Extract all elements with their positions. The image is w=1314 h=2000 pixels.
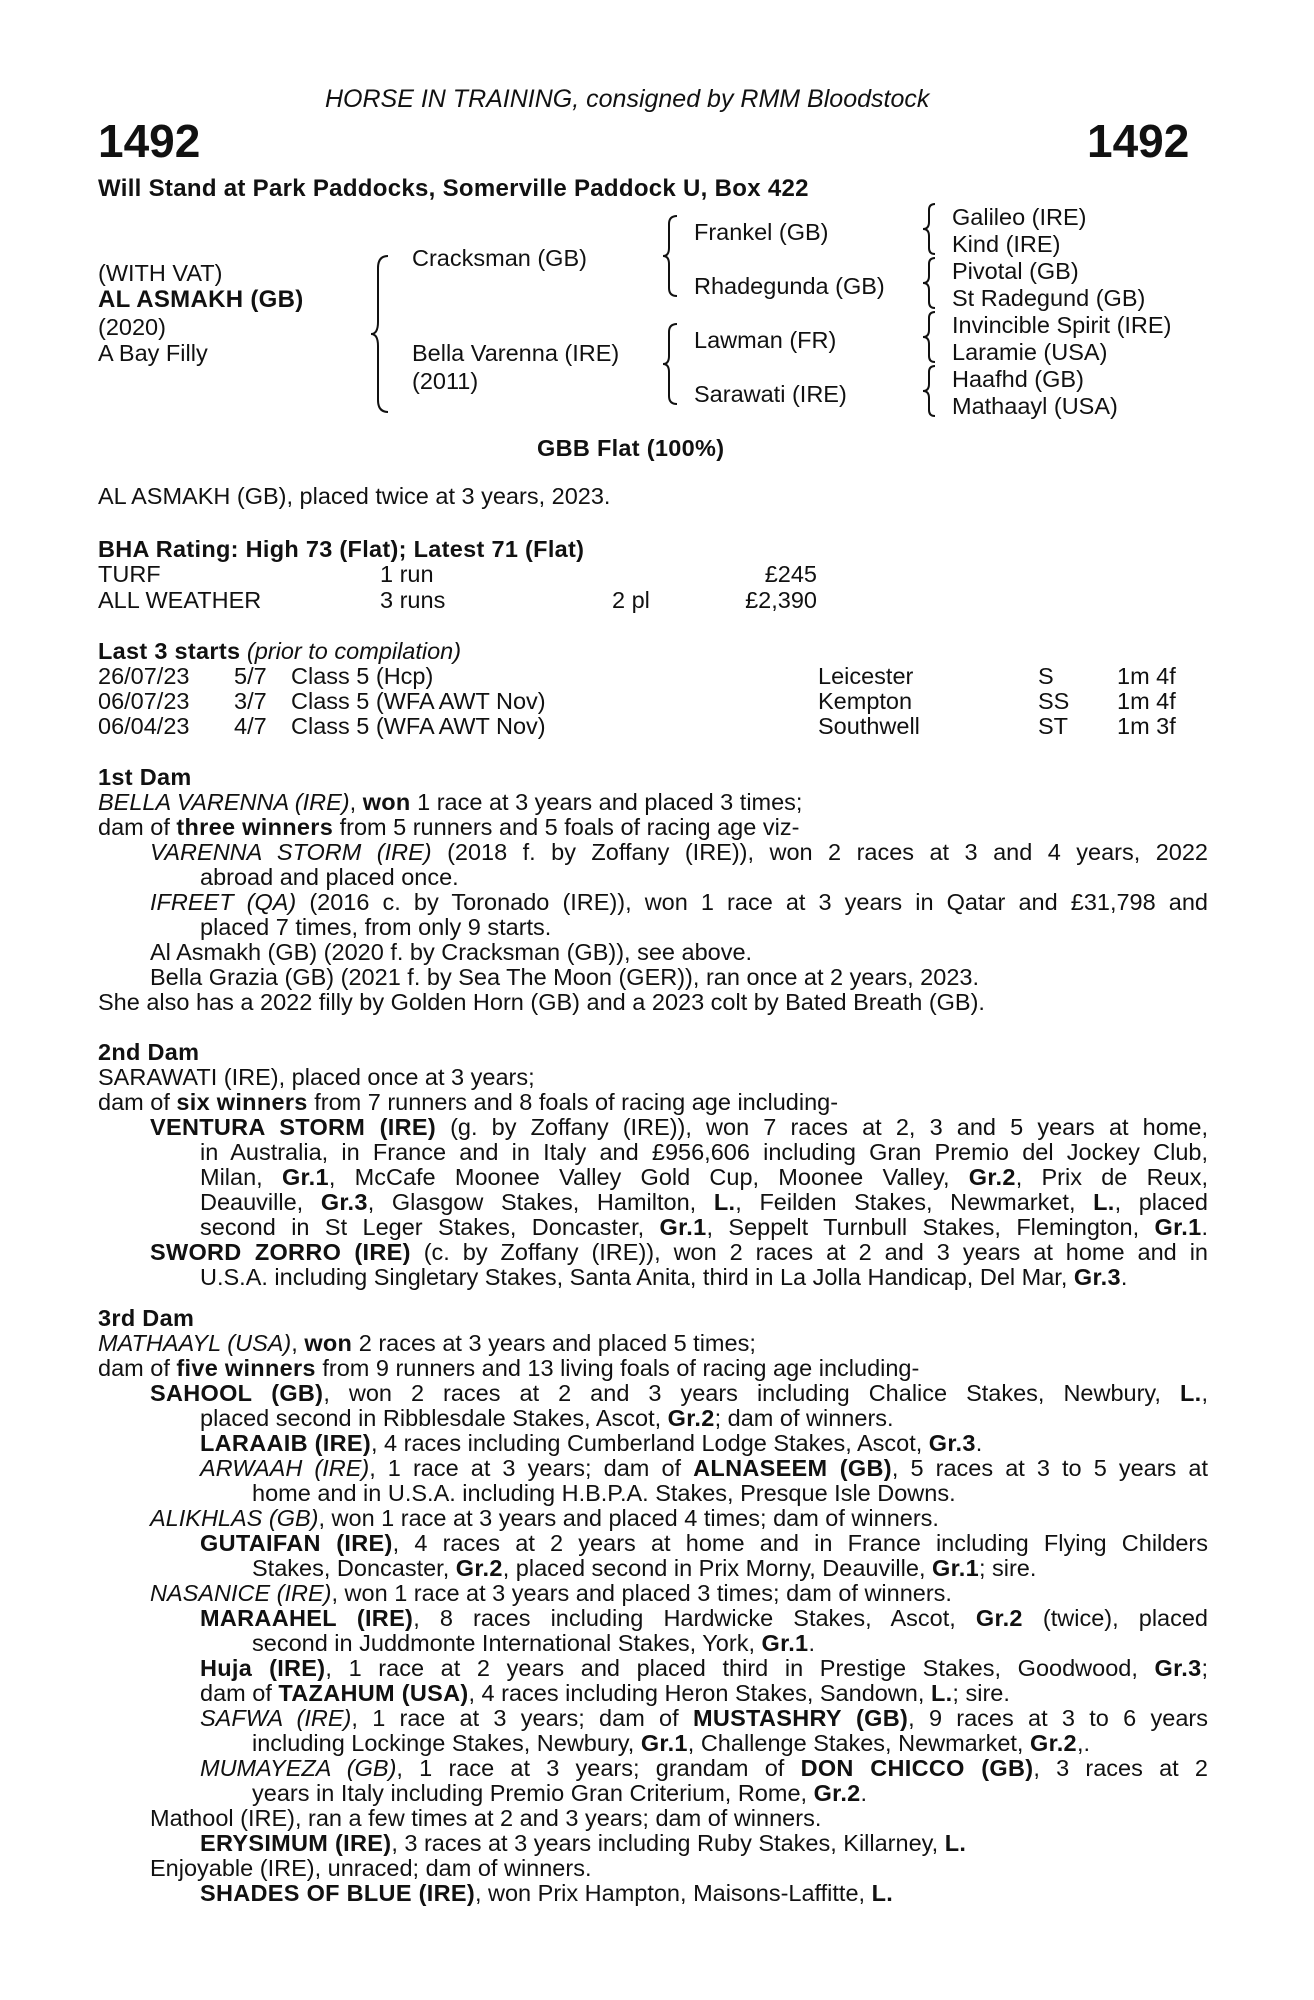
pedigree-brace-gen1	[370, 254, 392, 414]
second-dam-line: dam of six winners from 7 runners and 8 foals of racing age including-	[98, 1089, 839, 1115]
pedigree-dam-sire: Lawman (FR)	[694, 327, 837, 353]
pedigree-sss: Galileo (IRE)	[952, 204, 1087, 230]
pedigree-dam-year: (2011)	[412, 368, 479, 394]
pedigree-dsd: Laramie (USA)	[952, 339, 1108, 365]
progeny-line: GUTAIFAN (IRE), 4 races at 2 years at home and in France including Flying Childers	[200, 1530, 1208, 1556]
progeny-line: SAHOOL (GB), won 2 races at 2 and 3 years including Chalice Stakes, Newbury, L.,	[150, 1380, 1208, 1406]
progeny-line: MUMAYEZA (GB), 1 race at 3 years; grandam of DON CHICCO (GB), 3 races at 2	[200, 1755, 1208, 1781]
rating-surface: ALL WEATHER	[98, 587, 262, 613]
race-summary: AL ASMAKH (GB), placed twice at 3 years, 2023.	[98, 483, 611, 509]
progeny-line: second in St Leger Stakes, Doncaster, Gr.1, Seppelt Turnbull Stakes, Flemington, Gr.1.	[200, 1214, 1208, 1240]
start-race: Class 5 (Hcp)	[291, 663, 434, 689]
progeny-line: placed 7 times, from only 9 starts.	[200, 914, 552, 940]
lot-number-right: 1492	[1087, 115, 1190, 167]
progeny-line: IFREET (QA) (2016 c. by Toronado (IRE)), won 1 race at 3 years in Qatar and £31,798 and	[150, 889, 1208, 915]
pedigree-brace-sire	[662, 214, 680, 298]
progeny-line: ARWAAH (IRE), 1 race at 3 years; dam of ALNASEEM (GB), 5 races at 3 to 5 years at	[200, 1455, 1208, 1481]
progeny-line: MARAAHEL (IRE), 8 races including Hardwicke Stakes, Ascot, Gr.2 (twice), placed	[200, 1605, 1209, 1631]
last-starts-heading: Last 3 starts	[98, 638, 241, 664]
pedigree-ssd: Kind (IRE)	[952, 231, 1061, 257]
start-position: 4/7	[234, 713, 267, 739]
progeny-line: Deauville, Gr.3, Glasgow Stakes, Hamilton, L., Feilden Stakes, Newmarket, L., placed	[200, 1189, 1208, 1215]
progeny-line: years in Italy including Premio Gran Criterium, Rome, Gr.2.	[252, 1780, 868, 1806]
progeny-line: ERYSIMUM (IRE), 3 races at 3 years including Ruby Stakes, Killarney, L.	[200, 1830, 967, 1856]
pedigree-sire-dam: Rhadegunda (GB)	[694, 273, 885, 299]
last-starts-note: (prior to compilation)	[246, 638, 462, 664]
start-going: S	[1038, 663, 1054, 689]
stand-location: Will Stand at Park Paddocks, Somerville Paddock U, Box 422	[98, 175, 809, 202]
pedigree-brace-ds	[922, 310, 938, 364]
consignment-line: HORSE IN TRAINING, consigned by RMM Bloodstock	[325, 85, 930, 113]
progeny-line: SWORD ZORRO (IRE) (c. by Zoffany (IRE)), won 2 races at 2 and 3 years at home and in	[150, 1239, 1208, 1265]
pedigree-brace-dam	[662, 322, 680, 406]
start-position: 5/7	[234, 663, 267, 689]
start-course: Southwell	[818, 713, 920, 739]
gbb-flat: GBB Flat (100%)	[537, 435, 725, 461]
progeny-line: Stakes, Doncaster, Gr.2, placed second in Prix Morny, Deauville, Gr.1; sire.	[252, 1555, 1037, 1581]
progeny-line: home and in U.S.A. including H.B.P.A. Stakes, Presque Isle Downs.	[252, 1480, 956, 1506]
pedigree-sire-sire: Frankel (GB)	[694, 219, 829, 245]
rating-runs: 3 runs	[380, 587, 446, 613]
horse-year: (2020)	[98, 314, 166, 340]
pedigree-dam-dam: Sarawati (IRE)	[694, 381, 847, 407]
progeny-line: Enjoyable (IRE), unraced; dam of winners.	[150, 1855, 592, 1881]
rating-prize: £2,390	[745, 587, 817, 613]
progeny-line: She also has a 2022 filly by Golden Horn (GB) and a 2023 colt by Bated Breath (GB).	[98, 989, 985, 1015]
start-course: Leicester	[818, 663, 914, 689]
pedigree-brace-ss	[922, 202, 938, 256]
rating-runs: 1 run	[380, 561, 434, 587]
bha-rating-heading: BHA Rating: High 73 (Flat); Latest 71 (Flat)	[98, 536, 585, 562]
horse-name: AL ASMAKH (GB)	[98, 286, 304, 313]
progeny-line: ALIKHLAS (GB), won 1 race at 3 years and placed 4 times; dam of winners.	[150, 1505, 939, 1531]
progeny-line: Bella Grazia (GB) (2021 f. by Sea The Moon (GER)), ran once at 2 years, 2023.	[150, 964, 979, 990]
pedigree-dam: Bella Varenna (IRE)	[412, 340, 620, 366]
start-course: Kempton	[818, 688, 913, 714]
start-distance: 1m 3f	[1117, 713, 1176, 739]
first-dam-line: BELLA VARENNA (IRE), won 1 race at 3 years and placed 3 times;	[98, 789, 803, 815]
progeny-line: U.S.A. including Singletary Stakes, Santa Anita, third in La Jolla Handicap, Del Mar, Gr.3.	[200, 1264, 1128, 1290]
progeny-line: abroad and placed once.	[200, 864, 459, 890]
progeny-line: VENTURA STORM (IRE) (g. by Zoffany (IRE)), won 7 races at 2, 3 and 5 years at home,	[150, 1114, 1208, 1140]
horse-description: A Bay Filly	[98, 340, 208, 366]
start-date: 26/07/23	[98, 663, 190, 689]
third-dam-line: dam of five winners from 9 runners and 13 living foals of racing age including-	[98, 1355, 920, 1381]
start-distance: 1m 4f	[1117, 663, 1176, 689]
progeny-line: NASANICE (IRE), won 1 race at 3 years and placed 3 times; dam of winners.	[150, 1580, 952, 1606]
pedigree-brace-sd	[922, 256, 938, 310]
third-dam-heading: 3rd Dam	[98, 1305, 195, 1331]
progeny-line: second in Juddmonte International Stakes, York, Gr.1.	[252, 1630, 815, 1656]
first-dam-heading: 1st Dam	[98, 764, 192, 790]
progeny-line: including Lockinge Stakes, Newbury, Gr.1, Challenge Stakes, Newmarket, Gr.2,.	[252, 1730, 1090, 1756]
last-starts-heading-line	[98, 640, 461, 664]
pedigree-sdd: St Radegund (GB)	[952, 285, 1146, 311]
progeny-line: VARENNA STORM (IRE) (2018 f. by Zoffany (IRE)), won 2 races at 3 and 4 years, 2022	[150, 839, 1208, 865]
progeny-line: LARAAIB (IRE), 4 races including Cumberland Lodge Stakes, Ascot, Gr.3.	[200, 1430, 983, 1456]
pedigree-sire: Cracksman (GB)	[412, 245, 587, 271]
progeny-line: Huja (IRE), 1 race at 2 years and placed third in Prestige Stakes, Goodwood, Gr.3;	[200, 1655, 1208, 1681]
start-date: 06/04/23	[98, 713, 190, 739]
start-date: 06/07/23	[98, 688, 190, 714]
rating-surface: TURF	[98, 561, 161, 587]
rating-placed: 2 pl	[612, 587, 650, 613]
progeny-line: dam of TAZAHUM (USA), 4 races including Heron Stakes, Sandown, L.; sire.	[200, 1680, 1010, 1706]
progeny-line: SHADES OF BLUE (IRE), won Prix Hampton, Maisons-Laffitte, L.	[200, 1880, 894, 1906]
progeny-line: SAFWA (IRE), 1 race at 3 years; dam of MUSTASHRY (GB), 9 races at 3 to 6 years	[200, 1705, 1208, 1731]
pedigree-brace-dd	[922, 364, 938, 418]
third-dam-line: MATHAAYL (USA), won 2 races at 3 years and placed 5 times;	[98, 1330, 756, 1356]
lot-number-left: 1492	[98, 115, 201, 167]
pedigree-dss: Invincible Spirit (IRE)	[952, 312, 1172, 338]
progeny-line: Mathool (IRE), ran a few times at 2 and 3 years; dam of winners.	[150, 1805, 822, 1831]
vat-note: (WITH VAT)	[98, 260, 223, 286]
start-distance: 1m 4f	[1117, 688, 1176, 714]
second-dam-line: SARAWATI (IRE), placed once at 3 years;	[98, 1064, 535, 1090]
pedigree-dds: Haafhd (GB)	[952, 366, 1084, 392]
progeny-line: in Australia, in France and in Italy and £956,606 including Gran Premio del Jockey Club,	[200, 1139, 1208, 1165]
start-going: SS	[1038, 688, 1070, 714]
start-race: Class 5 (WFA AWT Nov)	[291, 713, 546, 739]
pedigree-ddd: Mathaayl (USA)	[952, 393, 1118, 419]
start-position: 3/7	[234, 688, 267, 714]
pedigree-sds: Pivotal (GB)	[952, 258, 1079, 284]
progeny-line: placed second in Ribblesdale Stakes, Ascot, Gr.2; dam of winners.	[200, 1405, 894, 1431]
rating-prize: £245	[764, 561, 817, 587]
second-dam-heading: 2nd Dam	[98, 1039, 200, 1065]
start-going: ST	[1038, 713, 1069, 739]
progeny-line: Milan, Gr.1, McCafe Moonee Valley Gold Cup, Moonee Valley, Gr.2, Prix de Reux,	[200, 1164, 1208, 1190]
first-dam-line: dam of three winners from 5 runners and 5 foals of racing age viz-	[98, 814, 800, 840]
start-race: Class 5 (WFA AWT Nov)	[291, 688, 546, 714]
progeny-line: Al Asmakh (GB) (2020 f. by Cracksman (GB)), see above.	[150, 939, 753, 965]
